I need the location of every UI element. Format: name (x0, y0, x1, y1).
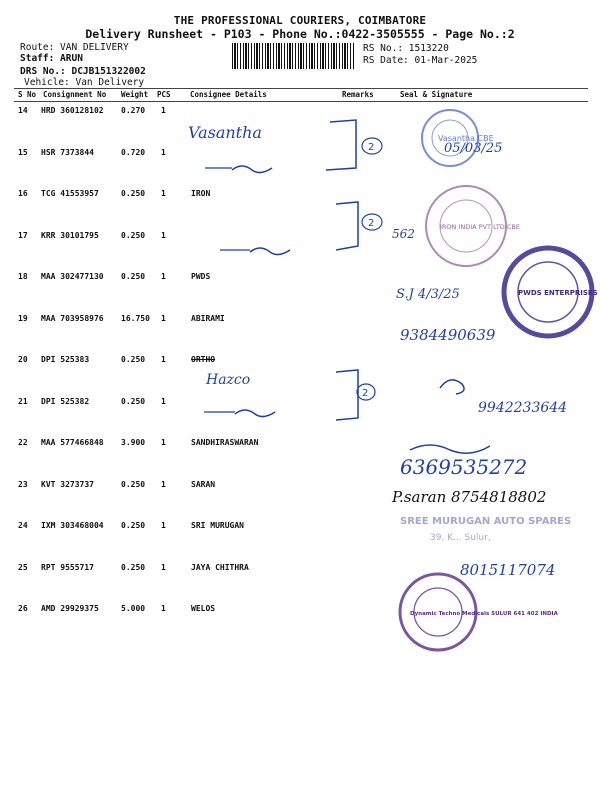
row-consignment-no: AMD 29929375 (41, 604, 99, 613)
row-pcs: 1 (161, 397, 166, 406)
row-consignment-no: HRD 360128102 (41, 106, 104, 115)
row-consignment-no: DPI 525383 (41, 355, 90, 364)
row-consignment-no: MAA 703958976 (41, 314, 104, 323)
stamp-row16 (426, 186, 520, 266)
row-sno: 14 (18, 106, 28, 115)
row-weight: 0.250 (121, 231, 146, 240)
staff-label: Staff: ARUN (20, 53, 83, 64)
row-consignee: IRON (191, 189, 211, 198)
row-consignment-no: TCG 41553957 (41, 189, 99, 198)
col-consignee: Consignee Details (190, 90, 267, 99)
row-consignee: ORTHO (191, 355, 216, 364)
row-weight: 16.750 (121, 314, 150, 323)
col-consignment: Consignment No (43, 90, 107, 99)
row-sno: 18 (18, 272, 28, 281)
row15-scribble (232, 166, 272, 173)
row-weight: 0.250 (121, 355, 146, 364)
sig-date: 05/03/25 (444, 141, 503, 156)
stamp-row14-text: Vasantha CBE (438, 134, 494, 143)
row-weight: 0.270 (121, 106, 146, 115)
row-weight: 0.250 (121, 272, 146, 281)
row-pcs: 1 (161, 355, 166, 364)
stamp-row18 (504, 248, 598, 336)
remark-2b: 2 (368, 218, 375, 229)
bracket-14-15 (326, 120, 356, 170)
row17-scribble (250, 248, 290, 255)
col-sno: S No (18, 90, 37, 99)
row-pcs: 1 (161, 272, 166, 281)
stamp-row24-line2: 39, K... Sulur, (430, 533, 491, 543)
row-consignee: JAYA CHITHRA (191, 563, 249, 572)
row-consignment-no: DPI 525382 (41, 397, 90, 406)
row-pcs: 1 (161, 231, 166, 240)
row-sno: 23 (18, 480, 28, 489)
row-consignee: SARAN (191, 480, 216, 489)
row-consignment-no: KRR 30101795 (41, 231, 99, 240)
runsheet-subtitle: Delivery Runsheet - P103 - Phone No.:0422-3505555 - Page No.:2 (85, 27, 515, 41)
row-pcs: 1 (161, 563, 166, 572)
rs-date: RS Date: 01-Mar-2025 (363, 55, 478, 66)
phone-row19: 9384490639 (400, 326, 496, 344)
row-consignee: WELOS (191, 604, 216, 613)
row-sno: 16 (18, 189, 28, 198)
drs-number: DRS No.: DCJB151322002 (20, 66, 146, 77)
row-consignment-no: HSR 7373844 (41, 148, 94, 157)
row-weight: 5.000 (121, 604, 146, 613)
row-sno: 26 (18, 604, 28, 613)
row-sno: 25 (18, 563, 28, 572)
bracket-16-17 (336, 202, 358, 250)
rs-number: RS No.: 1513220 (363, 43, 449, 54)
col-remarks: Remarks (342, 90, 374, 99)
row-consignee: ABIRAMI (191, 314, 225, 323)
row-sno: 15 (18, 148, 28, 157)
remark-2c: 2 (362, 388, 369, 399)
col-pcs: PCS (157, 90, 171, 99)
row21-scribble (235, 410, 275, 417)
row-weight: 0.720 (121, 148, 146, 157)
remark-2a: 2 (368, 142, 375, 153)
hazco-note: Hazco (206, 372, 251, 388)
row-weight: 0.250 (121, 480, 146, 489)
bracket-20-21 (336, 370, 358, 420)
document-title: THE PROFESSIONAL COURIERS, COIMBATORE (173, 14, 427, 27)
row-consignment-no: RPT 9555717 (41, 563, 94, 572)
stamp-row18-text: PWDS ENTERPRISES (518, 289, 598, 297)
col-seal-signature: Seal & Signature (400, 90, 473, 99)
row-sno: 21 (18, 397, 28, 406)
col-weight: Weight (121, 90, 149, 99)
stamp-row14 (422, 110, 494, 166)
row-sno: 24 (18, 521, 28, 530)
row-weight: 3.900 (121, 438, 146, 447)
phone-row25: 8015117074 (460, 561, 556, 579)
phone-row22: 6369535272 (400, 455, 528, 479)
row18-signature: S.J 4/3/25 (396, 287, 460, 302)
phone-row21: 9942233644 (478, 400, 568, 416)
row-pcs: 1 (161, 604, 166, 613)
row-consignment-no: IXM 303468004 (41, 521, 104, 530)
row-pcs: 1 (161, 438, 166, 447)
row-sno: 19 (18, 314, 28, 323)
row-sno: 20 (18, 355, 28, 364)
row20-signature (440, 380, 464, 394)
row-weight: 0.250 (121, 397, 146, 406)
row-pcs: 1 (161, 106, 166, 115)
route-label: Route: VAN DELIVERY (20, 42, 129, 53)
row-consignee: SANDHIRASWARAN (191, 438, 259, 447)
row-sno: 17 (18, 231, 28, 240)
row-pcs: 1 (161, 480, 166, 489)
vasantha-signature: Vasantha (188, 123, 262, 142)
stamp-row26-text: Dynamic Techno Medicals SULUR 641 402 INDIA (410, 611, 558, 617)
vehicle-label: Vehicle: Van Delivery (24, 77, 145, 88)
stamp-row24 (400, 516, 571, 543)
row-sno: 22 (18, 438, 28, 447)
stamp-row16-text: IRON INDIA PVT LTD CBE (440, 223, 520, 231)
stamp-row24-line1: SREE MURUGAN AUTO SPARES (400, 516, 572, 527)
saran-signature: P.saran 8754818802 (392, 488, 547, 506)
row22-signature (410, 445, 490, 453)
row-consignee: SRI MURUGAN (191, 521, 244, 530)
row-consignment-no: KVT 3273737 (41, 480, 94, 489)
row-pcs: 1 (161, 148, 166, 157)
row-pcs: 1 (161, 314, 166, 323)
row-consignment-no: MAA 302477130 (41, 272, 104, 281)
row-consignee: PWDS (191, 272, 211, 281)
row-pcs: 1 (161, 189, 166, 198)
row-consignment-no: MAA 577466848 (41, 438, 104, 447)
row-weight: 0.250 (121, 563, 146, 572)
row-weight: 0.250 (121, 521, 146, 530)
stamp-row26 (400, 574, 559, 650)
row-weight: 0.250 (121, 189, 146, 198)
sig-562: 562 (392, 227, 415, 241)
row-pcs: 1 (161, 521, 166, 530)
